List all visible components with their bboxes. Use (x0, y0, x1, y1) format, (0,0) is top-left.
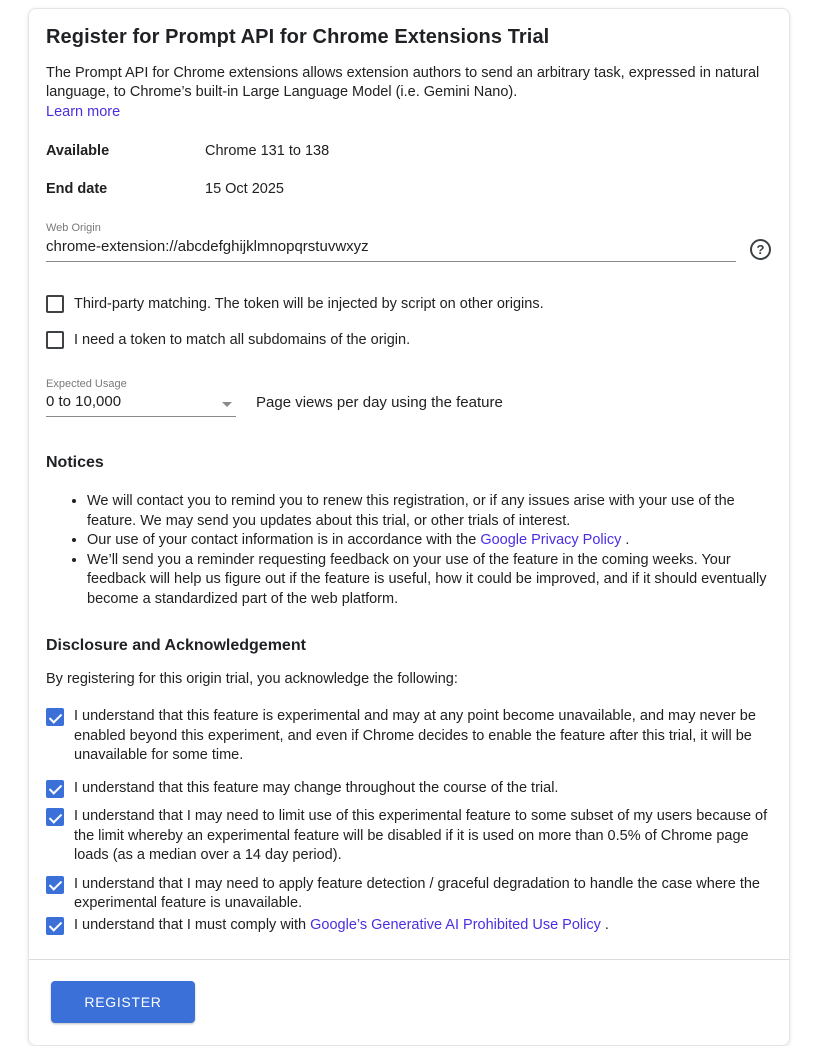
disclosure-intro: By registering for this origin trial, you acknowledge the following: (46, 671, 458, 687)
register-button[interactable]: REGISTER (51, 981, 195, 1023)
expected-usage-select[interactable] (46, 393, 236, 417)
notice-text: Our use of your contact information is in accordance with the (87, 532, 481, 548)
notice-text: . (621, 532, 630, 548)
web-origin-input[interactable] (46, 237, 736, 262)
card-main (29, 9, 789, 959)
third-party-matching-option[interactable] (46, 295, 771, 314)
notices-heading: Notices (46, 454, 104, 471)
acknowledgement-label: I understand that I may need to apply feature detection / graceful degradation to handle the case where the experimental feature is unavailable. (74, 875, 760, 911)
acknowledgement-label: I understand that I may need to limit use of this experimental feature to some subset of my users because of the limit whereby an experimental feature will be disabled if it is used on more than 0.5% of Chrome page loads (as a median over a 14 day period). (74, 808, 768, 863)
acknowledgement-label (74, 916, 609, 936)
acknowledgement-row[interactable] (46, 707, 771, 766)
acknowledgement-row[interactable] (46, 779, 771, 799)
prohibited-use-policy-link[interactable]: Google’s Generative AI Prohibited Use Policy (310, 916, 601, 933)
acknowledgement-text: I understand that I must comply with (74, 916, 311, 933)
third-party-matching-checkbox[interactable] (46, 295, 64, 313)
acknowledgement-row[interactable] (46, 916, 771, 936)
expected-usage-hint: Page views per day using the feature (256, 394, 503, 411)
card-footer (29, 959, 789, 1045)
disclosure-heading: Disclosure and Acknowledgement (46, 637, 306, 654)
expected-usage-row (46, 393, 771, 417)
end-date-row (46, 181, 771, 197)
acknowledgement-checkbox-checked[interactable] (46, 876, 64, 894)
available-label: Available (46, 143, 110, 159)
trial-description: The Prompt API for Chrome extensions allows extension authors to send an arbitrary task, expressed in natural language, to Chrome’s built-in Large Language Model (i.e. Gemini Nano). (46, 65, 760, 100)
page-title: Register for Prompt API for Chrome Extensions Trial (46, 26, 550, 48)
privacy-policy-link[interactable]: Google Privacy Policy (480, 532, 622, 548)
expected-usage-label: Expected Usage (46, 378, 127, 390)
dropdown-arrow-icon (222, 402, 232, 407)
end-date-label: End date (46, 181, 108, 197)
acknowledgement-row[interactable] (46, 807, 771, 866)
match-subdomains-label: I need a token to match all subdomains of the origin. (74, 332, 411, 348)
notice-text: We will contact you to remind you to renew this registration, or if any issues arise with your use of the feature. We may send you updates about this trial, or other trials of interest. (87, 493, 735, 529)
registration-card (28, 8, 790, 1046)
notice-item (87, 531, 771, 551)
learn-more-link[interactable]: Learn more (46, 104, 121, 120)
acknowledgement-checkbox-checked[interactable] (46, 808, 64, 826)
acknowledgement-label: I understand that this feature may change throughout the course of the trial. (74, 779, 559, 796)
end-date-value: 15 Oct 2025 (205, 181, 284, 197)
available-value: Chrome 131 to 138 (205, 143, 330, 159)
acknowledgement-checkbox-checked[interactable] (46, 917, 64, 935)
acknowledgement-checkbox-checked[interactable] (46, 780, 64, 798)
web-origin-label: Web Origin (46, 222, 101, 234)
third-party-matching-label: Third-party matching. The token will be injected by script on other origins. (74, 296, 544, 312)
available-row (46, 143, 771, 159)
acknowledgement-text: . (600, 916, 609, 933)
web-origin-row (46, 237, 771, 262)
notices-list (46, 492, 771, 609)
match-subdomains-option[interactable] (46, 331, 771, 350)
notice-item (87, 492, 771, 531)
notice-text: We’ll send you a reminder requesting feedback on your use of the feature in the coming weeks. Your feedback will help us figure out if the feature is useful, how it could be improved, and if it should eventually become a standardized part of the web platform. (87, 551, 767, 607)
help-icon[interactable]: ? (750, 239, 771, 260)
expected-usage-value: 0 to 10,000 (46, 393, 122, 410)
acknowledgement-row[interactable] (46, 875, 771, 914)
match-subdomains-checkbox[interactable] (46, 331, 64, 349)
acknowledgement-label: I understand that this feature is experimental and may at any point become unavailable, and may never be enabled beyond this experiment, and even if Chrome decides to enable the feature after this trial, it will be unavailable for some time. (74, 708, 756, 763)
acknowledgement-checkbox-checked[interactable] (46, 708, 64, 726)
notice-item (87, 551, 771, 610)
